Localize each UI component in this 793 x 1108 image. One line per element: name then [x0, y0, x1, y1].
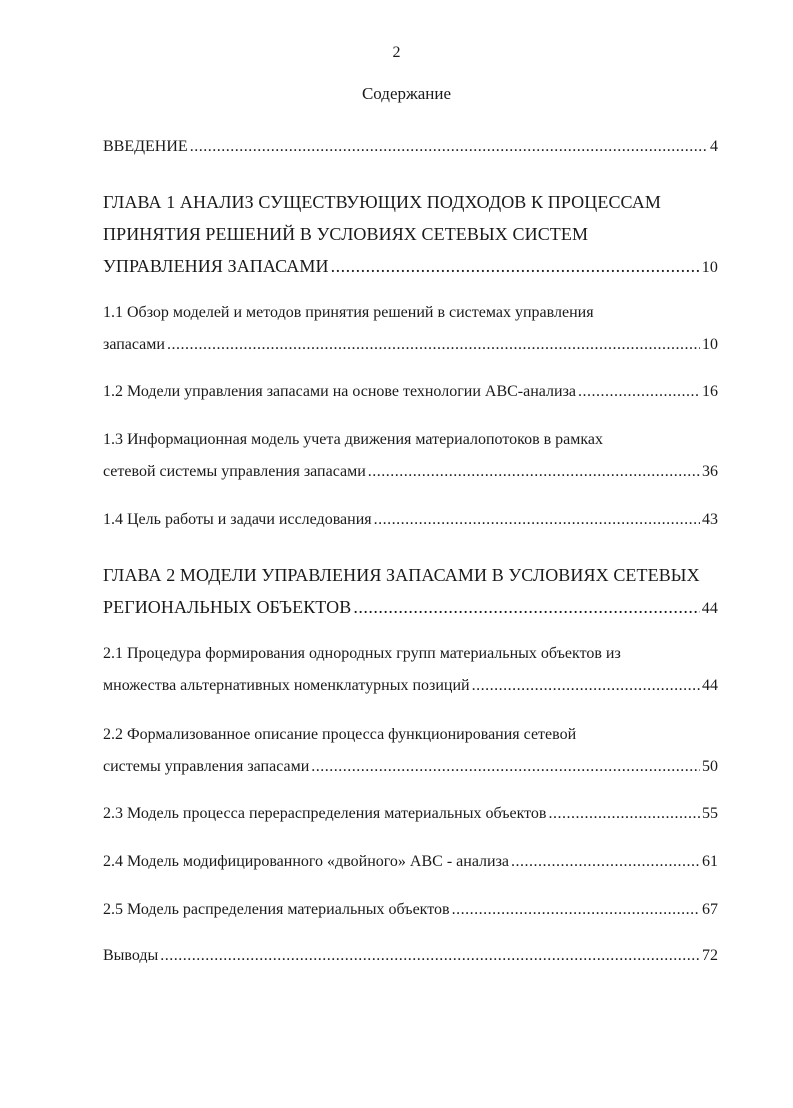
toc-entry-text: ВВЕДЕНИЕ: [103, 138, 188, 155]
toc-entry-text: УПРАВЛЕНИЯ ЗАПАСАМИ: [103, 256, 329, 276]
toc-entry-text: системы управления запасами: [103, 758, 310, 775]
toc-entry-text: 1.4 Цель работы и задачи исследования: [103, 511, 372, 528]
dot-leader: [311, 758, 700, 776]
toc-entry-text: ПРИНЯТИЯ РЕШЕНИЙ В УСЛОВИЯХ СЕТЕВЫХ СИСТЕМ: [103, 224, 589, 244]
toc-page-number: 44: [702, 677, 718, 694]
dot-leader: [190, 138, 708, 156]
toc-entry-text: 2.5 Модель распределения материальных объектов: [103, 901, 450, 918]
toc-entry-text: запасами: [103, 336, 165, 353]
toc-entry-text: 1.3 Информационная модель учета движения материалопотоков в рамках: [103, 431, 604, 448]
toc-entry-text: 2.1 Процедура формирования однородных групп материальных объектов из: [103, 645, 621, 662]
toc-page-number: 36: [702, 463, 718, 480]
dot-leader: [472, 677, 700, 695]
dot-leader: [160, 947, 700, 965]
toc-entry-text: 1.1 Обзор моделей и методов принятия решений в системах управления: [103, 304, 594, 321]
toc-entry-text: Выводы: [103, 947, 159, 964]
dot-leader: [452, 901, 700, 919]
toc-page-number: 10: [702, 336, 718, 353]
toc-entry-text: сетевой системы управления запасами: [103, 463, 366, 480]
dot-leader: [548, 805, 700, 823]
toc-entry-text: РЕГИОНАЛЬНЫХ ОБЪЕКТОВ: [103, 597, 352, 617]
dot-leader: [374, 511, 700, 529]
toc-page-number: 4: [710, 138, 718, 155]
toc-page-number: 72: [702, 947, 718, 964]
toc-page-number: 50: [702, 758, 718, 775]
toc-page-number: 55: [702, 805, 718, 822]
dot-leader: [368, 463, 700, 481]
toc-page-number: 61: [702, 853, 718, 870]
toc-entry-text: 2.4 Модель модифицированного «двойного» АВС - анализа: [103, 853, 510, 870]
toc-page-number: 43: [702, 511, 718, 528]
toc-title: Содержание: [361, 84, 452, 103]
dot-leader: [511, 853, 700, 871]
dot-leader: [353, 597, 699, 618]
toc-page-number: 16: [702, 383, 718, 400]
dot-leader: [331, 256, 700, 277]
toc-entry-text: 2.3 Модель процесса перераспределения материальных объектов: [103, 805, 547, 822]
toc-entry-text: ГЛАВА 1 АНАЛИЗ СУЩЕСТВУЮЩИХ ПОДХОДОВ К ПРОЦЕССАМ: [103, 192, 661, 212]
toc-entry-text: 1.2 Модели управления запасами на основе технологии АВС-анализа: [103, 383, 576, 400]
dot-leader: [167, 336, 700, 354]
dot-leader: [578, 383, 700, 401]
page-number: 2: [392, 44, 401, 61]
toc-entry-text: ГЛАВА 2 МОДЕЛИ УПРАВЛЕНИЯ ЗАПАСАМИ В УСЛОВИЯХ СЕТЕВЫХ: [103, 565, 700, 585]
toc-page-number: 44: [701, 600, 718, 617]
toc-entry-text: 2.2 Формализованное описание процесса функционирования сетевой: [103, 726, 577, 743]
toc-page-number: 67: [702, 901, 718, 918]
toc-entry-text: множества альтернативных номенклатурных позиций: [103, 677, 470, 694]
toc-page-number: 10: [701, 259, 718, 276]
